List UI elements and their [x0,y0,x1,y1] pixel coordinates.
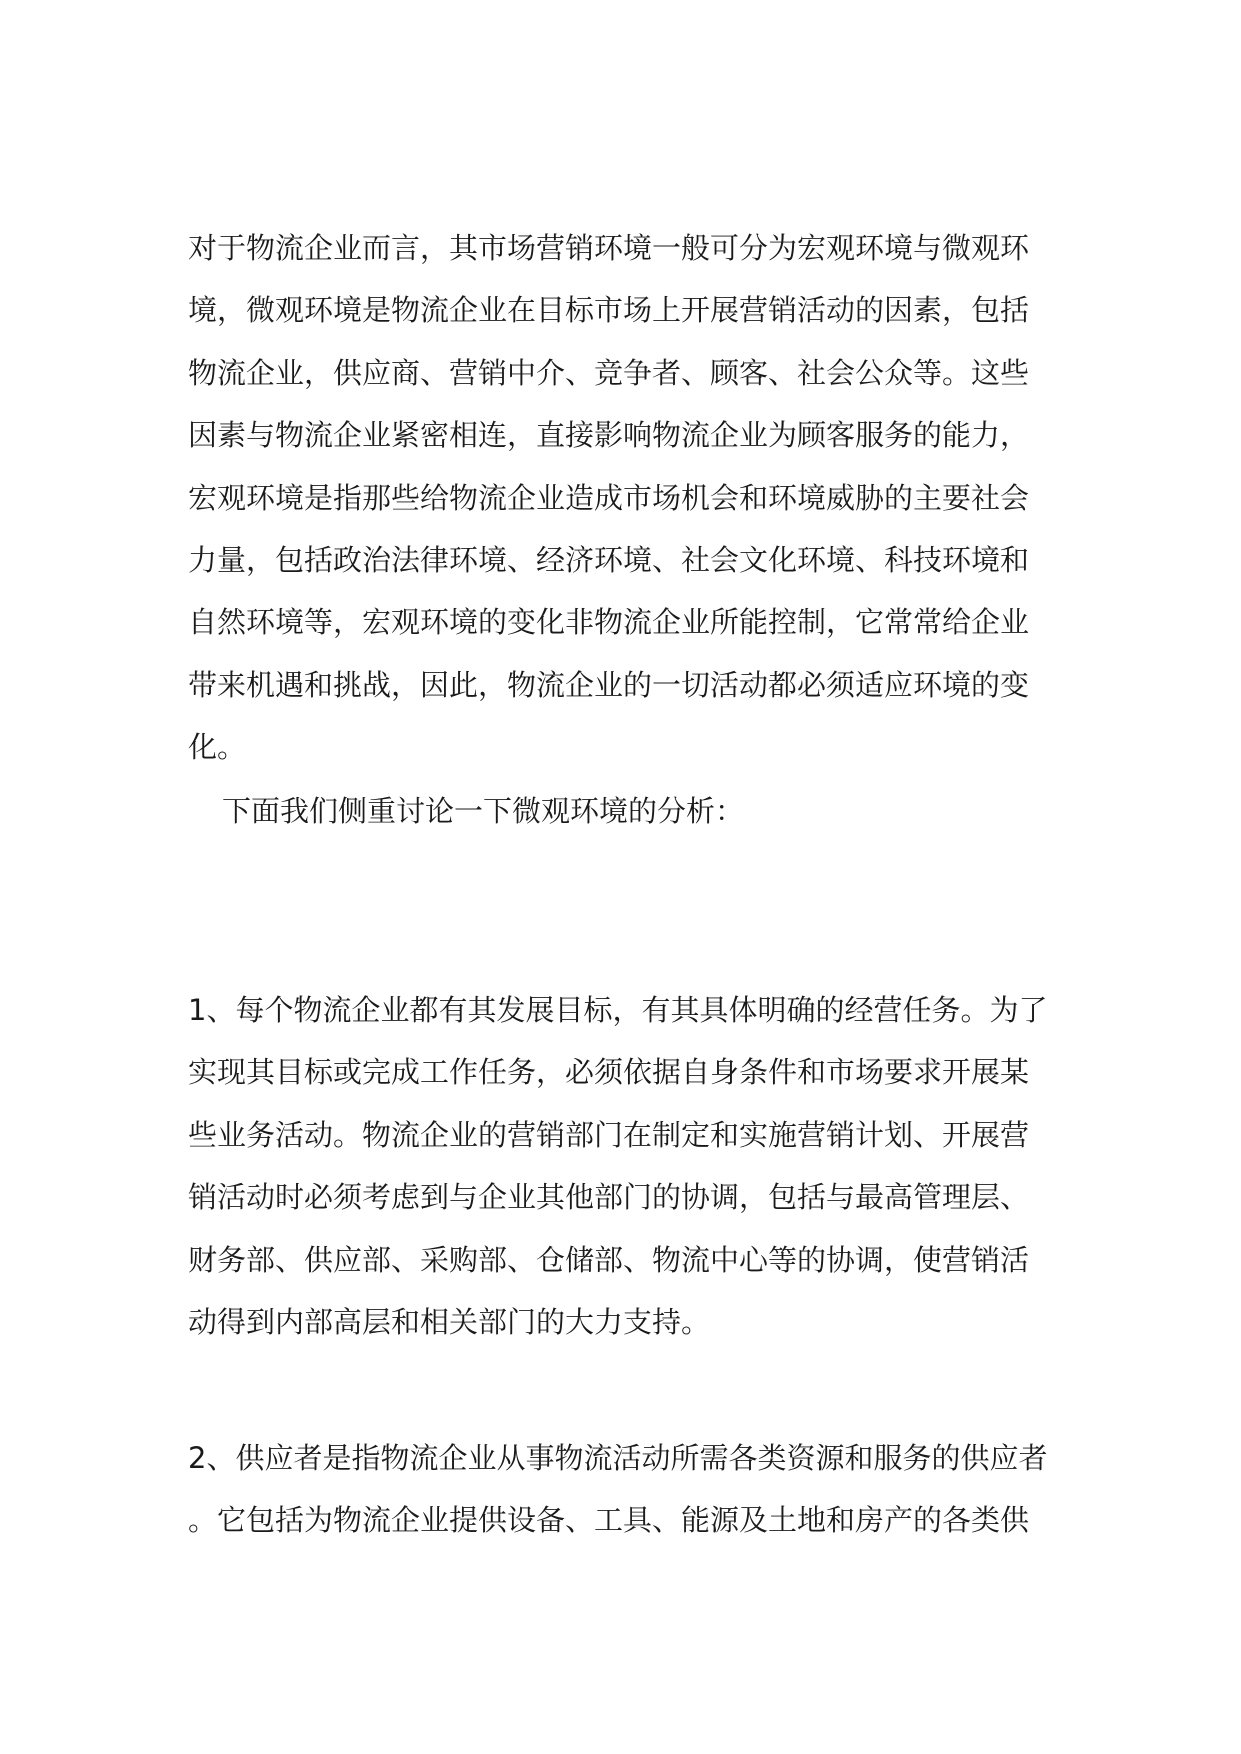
paragraph-line: 化。 [188,730,247,765]
paragraph-marketing-environment [188,217,1088,779]
paragraph-line: 财务部、供应部、采购部、仓储部、物流中心等的协调，使营销活 [188,1242,1030,1277]
paragraph-line: 。它包括为物流企业提供设备、工具、能源及土地和房产的各类供 [188,1503,1030,1538]
paragraph-line: 物流企业，供应商、营销中介、竞争者、顾客、社会公众等。这些 [188,355,1030,390]
paragraph-line: 宏观环境是指那些给物流企业造成市场机会和环境威胁的主要社会 [188,480,1030,515]
paragraph-line: 对于物流企业而言，其市场营销环境一般可分为宏观环境与微观环 [188,231,1030,265]
paragraph-line: 下面我们侧重讨论一下微观环境的分析： [222,794,745,828]
paragraph-micro-environment-intro [222,780,1122,842]
paragraph-item-2 [188,1427,1088,1552]
paragraph-line: 些业务活动。物流企业的营销部门在制定和实施营销计划、开展营 [188,1117,1030,1152]
paragraph-line: 动得到内部高层和相关部门的大力支持。 [188,1304,711,1339]
paragraph-line: 销活动时必须考虑到与企业其他部门的协调，包括与最高管理层、 [188,1180,1030,1215]
paragraph-line: 力量，包括政治法律环境、经济环境、社会文化环境、科技环境和 [188,542,1030,577]
paragraph-line: 2、供应者是指物流企业从事物流活动所需各类资源和服务的供应者 [188,1441,1048,1475]
paragraph-line: 境，微观环境是物流企业在目标市场上开展营销活动的因素，包括 [188,293,1030,328]
paragraph-line: 实现其目标或完成工作任务，必须依据自身条件和市场要求开展某 [188,1055,1030,1090]
paragraph-line: 1、每个物流企业都有其发展目标，有其具体明确的经营任务。为了 [188,993,1048,1027]
paragraph-line: 因素与物流企业紧密相连，直接影响物流企业为顾客服务的能力， [188,418,1030,453]
paragraph-line: 自然环境等，宏观环境的变化非物流企业所能控制，它常常给企业 [188,605,1030,640]
paragraph-item-1 [188,979,1088,1353]
paragraph-line: 带来机遇和挑战，因此，物流企业的一切活动都必须适应环境的变 [188,667,1030,702]
